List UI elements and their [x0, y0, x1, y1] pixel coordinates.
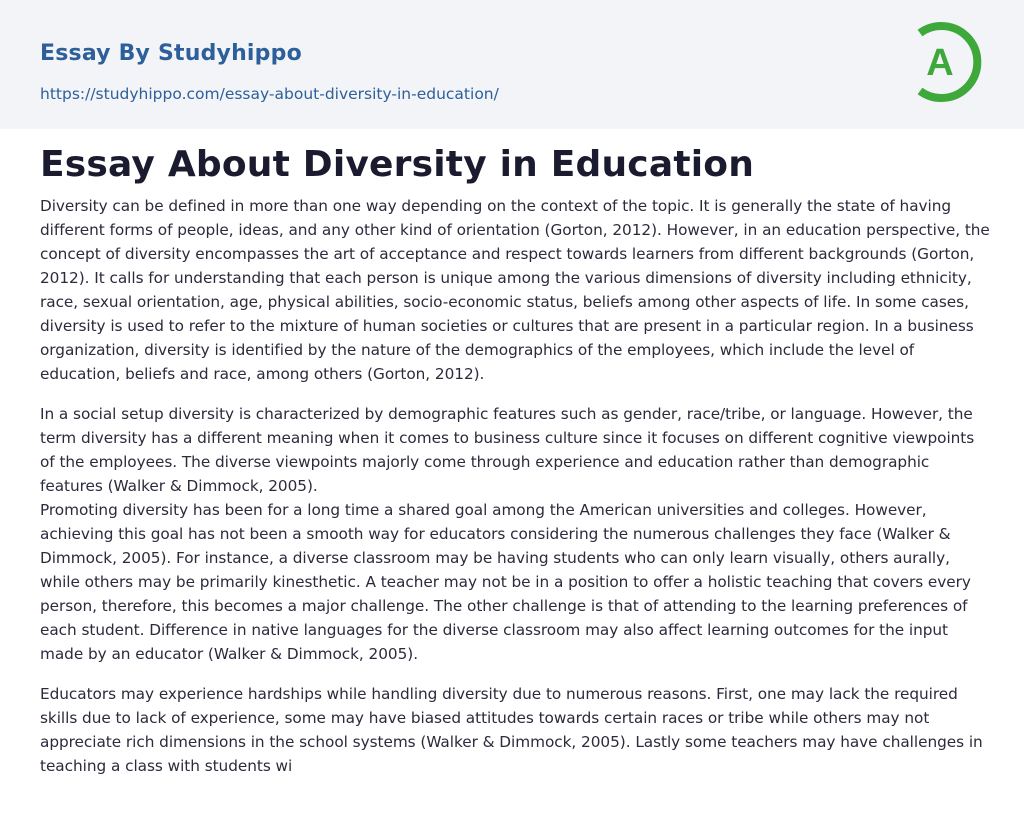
brand-name: Essay By Studyhippo	[40, 41, 302, 66]
site-header	[0, 0, 1024, 129]
essay-paragraph: In a social setup diversity is characterized by demographic features such as gender, race/tribe, or language. However, the term diversity has a different meaning when it comes to business culture since it focuses on different cognitive viewpoints of the employees. The diverse viewpoints majorly come through experience and education rather than demographic features (Walker & Dimmock, 2005).	[40, 405, 975, 495]
essay-body	[40, 194, 990, 778]
essay-paragraph: Diversity can be defined in more than one way depending on the context of the topic. It is generally the state of having different forms of people, ideas, and any other kind of orientation (Gorton, 2012). However, in an education perspective, the concept of diversity encompasses the art of acceptance and respect towards learners from different backgrounds (Gorton, 2012). It calls for understanding that each person is unique among the various dimensions of diversity including ethnicity, race, sexual orientation, age, physical abilities, socio-economic status, beliefs among other aspects of life. In some cases, diversity is used to refer to the mixture of human societies or cultures that are present in a particular region. In a business organization, diversity is identified by the nature of the demographics of the employees, which include the level of education, beliefs and race, among others (Gorton, 2012).	[40, 197, 990, 383]
essay-paragraph: Promoting diversity has been for a long time a shared goal among the American universities and colleges. However, achieving this goal has not been a smooth way for educators considering the numerous challenges they face (Walker & Dimmock, 2005). For instance, a diverse classroom may be having students who can only learn visually, others aurally, while others may be primarily kinesthetic. A teacher may not be in a position to offer a holistic teaching that covers every person, therefore, this becomes a major challenge. The other challenge is that of attending to the learning preferences of each student. Difference in native languages for the diverse classroom may also affect learning outcomes for the input made by an educator (Walker & Dimmock, 2005).	[40, 501, 971, 663]
logo-letter: A	[926, 42, 954, 84]
essay-paragraph: Educators may experience hardships while handling diversity due to numerous reasons. First, one may lack the required skills due to lack of experience, some may have biased attitudes towards certain races or tribe while others may not appreciate rich dimensions in the school systems (Walker & Dimmock, 2005). Lastly some teachers may have challenges in teaching a class with students wi	[40, 685, 983, 775]
essay-url-link[interactable]: https://studyhippo.com/essay-about-diversity-in-education/	[40, 85, 499, 103]
studyhippo-logo-icon[interactable]	[912, 19, 986, 105]
essay-title: Essay About Diversity in Education	[40, 144, 755, 185]
